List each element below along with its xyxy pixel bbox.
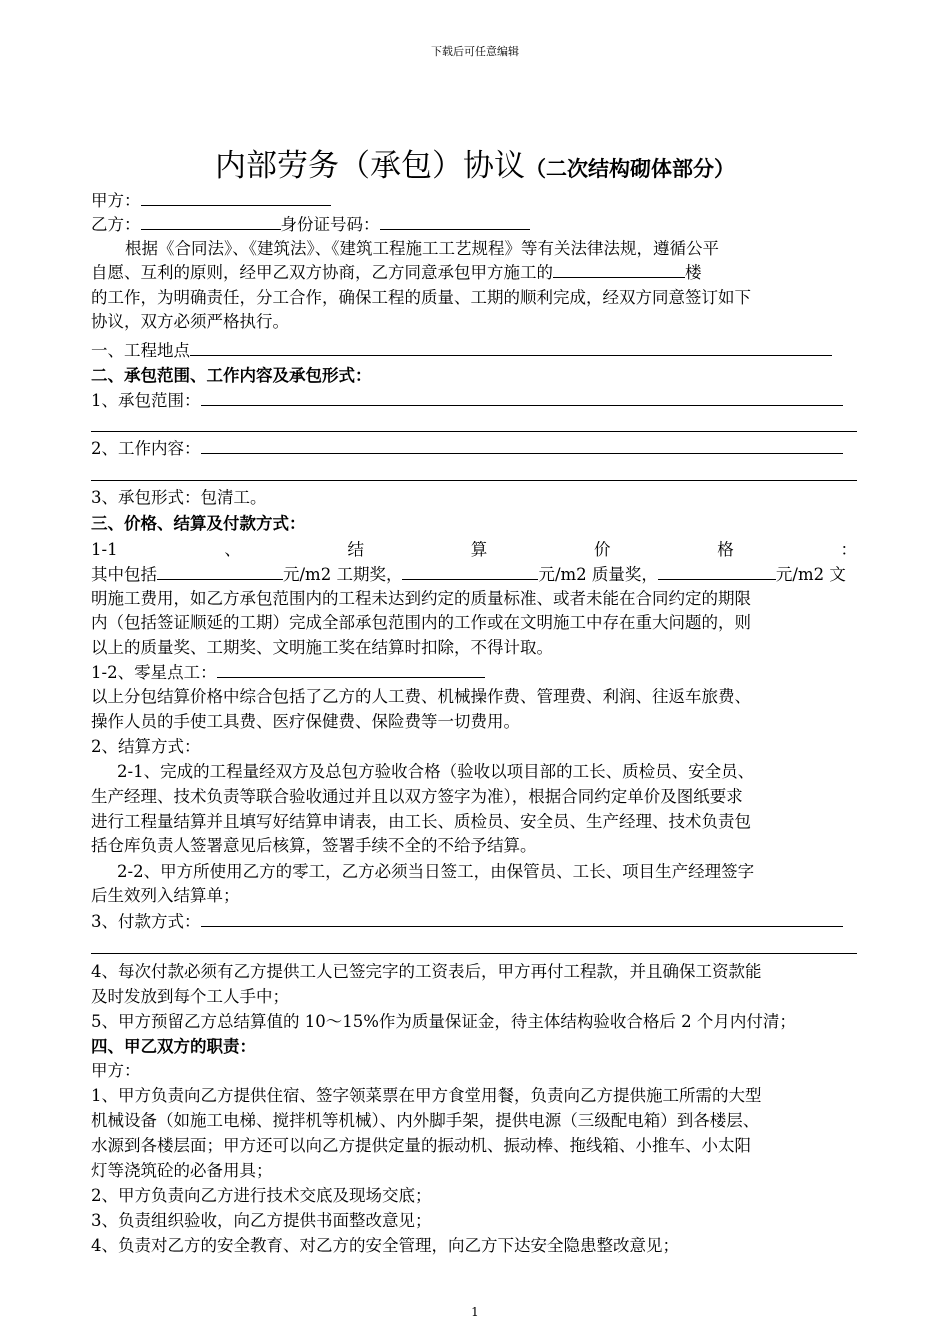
settlement-2-2-line-1: 2-2、甲方所使用乙方的零工，乙方必须当日签工，由保管员、工长、项目生产经理签字 bbox=[117, 862, 755, 881]
section-3-heading: 三、价格、结算及付款方式： bbox=[91, 514, 306, 533]
intro-line-1: 根据《合同法》、《建筑法》、《建筑工程施工工艺规程》等有关法律法规，遵循公平 bbox=[125, 239, 719, 258]
section-1-location: 一、工程地点 bbox=[91, 339, 832, 363]
payment-5: 5、甲方预留乙方总结算值的 10～15%作为质量保证金，待主体结构验收合格后 2 个月内付清； bbox=[91, 1012, 796, 1031]
section-2-heading: 二、承包范围、工作内容及承包形式： bbox=[91, 366, 372, 385]
building-blank bbox=[553, 261, 685, 278]
work-content-blank bbox=[201, 437, 843, 454]
work-content-line: 2、工作内容： bbox=[91, 437, 843, 461]
settlement-2-1-line-2: 生产经理、技术负责等联合验收通过并且以双方签字为准），根据合同约定单价及图纸要求 bbox=[91, 787, 743, 806]
document-title bbox=[0, 140, 950, 185]
page-number: 1 bbox=[471, 1305, 479, 1319]
page-header: 下载后可任意编辑 bbox=[431, 45, 519, 58]
intro-line-3: 的工作，为明确责任，分工合作，确保工程的质量、工期的顺利完成，经双方同意签订如下 bbox=[91, 288, 751, 307]
payment-blank bbox=[201, 910, 843, 927]
location-blank bbox=[190, 339, 832, 356]
quality-bonus-blank bbox=[402, 563, 538, 580]
section-4-heading: 四、甲乙双方的职责： bbox=[91, 1037, 256, 1056]
contract-form: 3、承包形式：包清工。 bbox=[91, 488, 267, 507]
payment-4-line-2: 及时发放到每个工人手中； bbox=[91, 987, 289, 1006]
price-includes-1: 以上分包结算价格中综合包括了乙方的人工费、机械操作费、管理费、利润、往返车旅费、 bbox=[91, 687, 751, 706]
duty-1-line-3: 水源到各楼层面；甲方还可以向乙方提供定量的振动机、振动棒、拖线箱、小推车、小太阳 bbox=[91, 1136, 751, 1155]
title-main: 内部劳务（承包）协议 bbox=[215, 148, 525, 184]
party-b-blank bbox=[141, 213, 281, 230]
duty-2: 2、甲方负责向乙方进行技术交底及现场交底； bbox=[91, 1186, 432, 1205]
price-text-1: 明施工费用，如乙方承包范围内的工程未达到约定的质量标准、或者未能在合同约定的期限 bbox=[91, 589, 751, 608]
scope-line: 1、承包范围： bbox=[91, 389, 843, 413]
party-a-line bbox=[91, 189, 331, 213]
price-1-1: 1-1 、 结 算 价 格 ： bbox=[91, 540, 857, 559]
duty-1-line-1: 1、甲方负责向乙方提供住宿、签字领菜票在甲方食堂用餐，负责向乙方提供施工所需的大型 bbox=[91, 1086, 762, 1105]
price-includes-2: 操作人员的手使工具费、医疗保健费、保险费等一切费用。 bbox=[91, 712, 520, 731]
party-a-label: 甲方： bbox=[91, 191, 141, 210]
settlement-2-1-line-4: 括仓库负责人签署意见后核算，签署手续不全的不给予结算。 bbox=[91, 836, 537, 855]
intro-line-2: 自愿、互利的原则，经甲乙双方协商，乙方同意承包甲方施工的 楼 bbox=[91, 263, 702, 282]
payment-blank-extra bbox=[91, 953, 857, 954]
settlement-2-2-line-2: 后生效列入结算单； bbox=[91, 886, 240, 905]
payment-line: 3、付款方式： bbox=[91, 910, 843, 934]
duty-1-line-4: 灯等浇筑砼的必备用具； bbox=[91, 1161, 273, 1180]
duty-4: 4、负责对乙方的安全教育、对乙方的安全管理，向乙方下达安全隐患整改意见； bbox=[91, 1236, 679, 1255]
party-a-blank bbox=[141, 189, 331, 206]
party-a-duties-heading: 甲方： bbox=[91, 1061, 141, 1080]
duration-bonus-blank bbox=[157, 563, 283, 580]
intro-line-4: 协议，双方必须严格执行。 bbox=[91, 312, 289, 331]
price-1-2: 1-2、零星点工： bbox=[91, 661, 485, 685]
duty-1-line-2: 机械设备（如施工电梯、搅拌机等机械）、内外脚手架，提供电源（三级配电箱）到各楼层、 bbox=[91, 1111, 760, 1130]
title-sub: （二次结构砌体部分） bbox=[525, 156, 735, 181]
civil-bonus-blank bbox=[658, 563, 776, 580]
payment-4-line-1: 4、每次付款必须有乙方提供工人已签完字的工资表后，甲方再付工程款，并且确保工资款能 bbox=[91, 962, 762, 981]
duty-3: 3、负责组织验收，向乙方提供书面整改意见； bbox=[91, 1211, 432, 1230]
work-content-blank-extra bbox=[91, 480, 857, 481]
odd-jobs-blank bbox=[217, 661, 485, 678]
settlement-2-1-line-3: 进行工程量结算并且填写好结算申请表，由工长、质检员、安全员、生产经理、技术负责包 bbox=[91, 812, 751, 831]
party-b-label: 乙方： bbox=[91, 215, 141, 234]
scope-blank-extra bbox=[91, 431, 857, 432]
price-text-3: 以上的质量奖、工期奖、文明施工奖在结算时扣除，不得计取。 bbox=[91, 638, 553, 657]
id-label: 身份证号码： bbox=[280, 215, 380, 234]
id-blank bbox=[380, 213, 530, 230]
price-breakdown: 其中包括 元/m2 工期奖， 元/m2 质量奖， 元/m2 文 bbox=[91, 565, 846, 584]
party-b-line bbox=[91, 213, 530, 237]
price-text-2: 内（包括签证顺延的工期）完成全部承包范围内的工作或在文明施工中存在重大问题的，则 bbox=[91, 613, 751, 632]
settlement-heading: 2、结算方式： bbox=[91, 737, 201, 756]
scope-blank bbox=[201, 389, 843, 406]
settlement-2-1-line-1: 2-1、完成的工程量经双方及总包方验收合格（验收以项目部的工长、质检员、安全员、 bbox=[117, 762, 755, 781]
